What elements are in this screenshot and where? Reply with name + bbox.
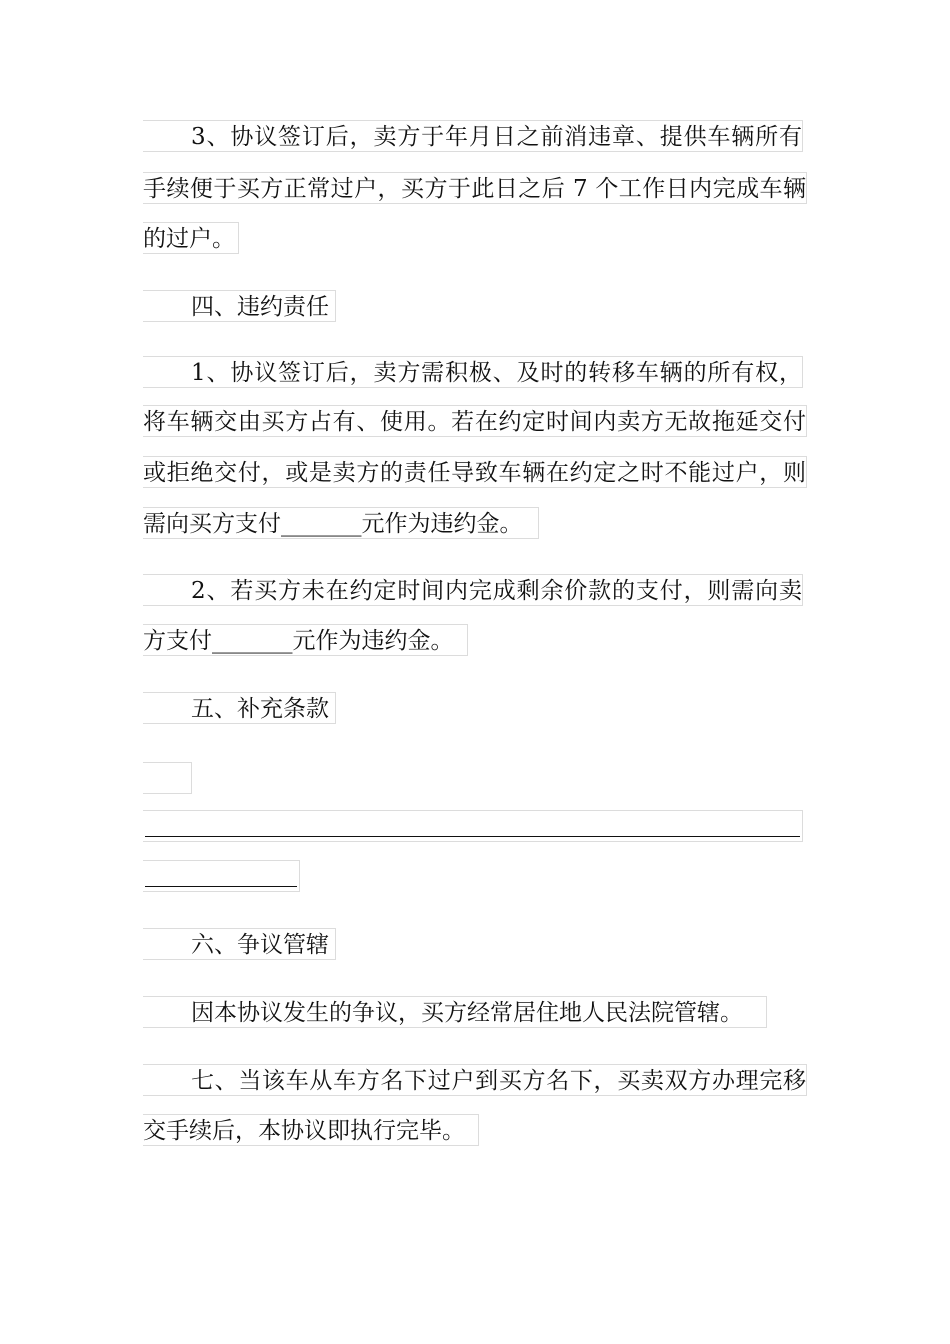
supplementary-fill-line-1 bbox=[143, 810, 803, 842]
underline-rule bbox=[145, 836, 800, 837]
section-6-heading: 六、争议管辖 bbox=[143, 928, 336, 960]
clause-4-2-line-1: 2、若买方未在约定时间内完成剩余价款的支付，则需向卖 bbox=[143, 574, 803, 606]
clause-4-1-line-4: 需向买方支付_______元作为违约金。 bbox=[143, 507, 539, 539]
clause-4-2-line-2: 方支付_______元作为违约金。 bbox=[143, 624, 468, 656]
section-4-heading: 四、违约责任 bbox=[143, 290, 336, 322]
clause-3-line-3: 的过户。 bbox=[143, 222, 239, 254]
section-5-heading: 五、补充条款 bbox=[143, 692, 336, 724]
clause-4-1-line-3: 或拒绝交付，或是卖方的责任导致车辆在约定之时不能过户，则 bbox=[143, 456, 807, 488]
section-7-line-1: 七、当该车从车方名下过户到买方名下，买卖双方办理完移 bbox=[143, 1064, 807, 1096]
section-7-line-2: 交手续后，本协议即执行完毕。 bbox=[143, 1114, 479, 1146]
supplementary-indent-blank bbox=[143, 762, 192, 794]
clause-3-line-2: 手续便于买方正常过户，买方于此日之后 7 个工作日内完成车辆 bbox=[143, 172, 807, 204]
underline-rule bbox=[145, 886, 297, 887]
clause-4-1-line-2: 将车辆交由买方占有、使用。若在约定时间内卖方无故拖延交付 bbox=[143, 405, 807, 437]
clause-4-1-line-1: 1、协议签订后，卖方需积极、及时的转移车辆的所有权， bbox=[143, 356, 803, 388]
section-6-text: 因本协议发生的争议，买方经常居住地人民法院管辖。 bbox=[143, 996, 767, 1028]
clause-3-line-1: 3、协议签订后，卖方于年月日之前消违章、提供车辆所有 bbox=[143, 120, 803, 152]
supplementary-fill-line-2 bbox=[143, 860, 300, 892]
